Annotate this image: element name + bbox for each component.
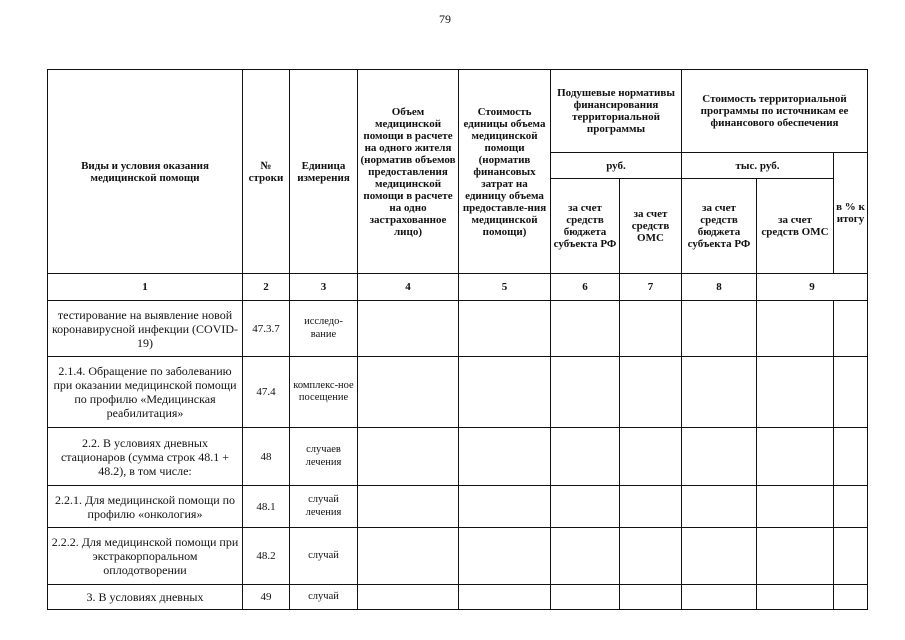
table-row: [48, 428, 868, 486]
row-name: 2.2. В условиях дневных стационаров (сумма строк 48.1 + 48.2), в том числе:: [48, 428, 243, 486]
column-numbers-row: [48, 274, 868, 301]
empty-cell: [834, 428, 868, 486]
column-number: 8: [682, 274, 757, 301]
header-unit-cost: Стоимость единицы объема медицинской помощи (норматив финансовых затрат на единицу объема предоставле-ния медицинской помощи): [459, 70, 551, 274]
empty-cell: [757, 585, 834, 610]
empty-cell: [358, 301, 459, 357]
empty-cell: [459, 357, 551, 428]
empty-cell: [358, 486, 459, 528]
empty-cell: [620, 428, 682, 486]
empty-cell: [358, 585, 459, 610]
row-name: 2.2.2. Для медицинской помощи при экстракорпоральном оплодотворении: [48, 528, 243, 585]
row-name: 2.1.4. Обращение по заболеванию при оказании медицинской помощи по профилю «Медицинская реабилитация»: [48, 357, 243, 428]
row-unit: случай: [290, 528, 358, 585]
header-types-of-care: Виды и условия оказания медицинской помощи: [48, 70, 243, 274]
table-row: [48, 357, 868, 428]
empty-cell: [682, 528, 757, 585]
empty-cell: [620, 486, 682, 528]
empty-cell: [358, 357, 459, 428]
table-row: [48, 486, 868, 528]
empty-cell: [757, 428, 834, 486]
empty-cell: [757, 528, 834, 585]
empty-cell: [459, 301, 551, 357]
header-per-capita-norms: Подушевые нормативы финансирования территориальной программы: [551, 70, 682, 153]
row-number: 49: [243, 585, 290, 610]
header-budget-rub: за счет средств бюджета субъекта РФ: [551, 179, 620, 274]
empty-cell: [620, 357, 682, 428]
header-cost-by-source: Стоимость территориальной программы по источникам ее финансового обеспечения: [682, 70, 868, 153]
empty-cell: [551, 301, 620, 357]
row-number: 48.1: [243, 486, 290, 528]
empty-cell: [551, 428, 620, 486]
empty-cell: [682, 585, 757, 610]
empty-cell: [551, 357, 620, 428]
empty-cell: [834, 528, 868, 585]
column-number: 9: [757, 274, 868, 301]
column-number: 6: [551, 274, 620, 301]
empty-cell: [834, 301, 868, 357]
empty-cell: [682, 428, 757, 486]
row-name: 3. В условиях дневных: [48, 585, 243, 610]
row-unit: исследо-вание: [290, 301, 358, 357]
empty-cell: [551, 486, 620, 528]
column-number: 3: [290, 274, 358, 301]
empty-cell: [620, 528, 682, 585]
empty-cell: [358, 528, 459, 585]
empty-cell: [551, 585, 620, 610]
empty-cell: [620, 585, 682, 610]
empty-cell: [459, 486, 551, 528]
table-row: [48, 528, 868, 585]
table-row: [48, 301, 868, 357]
header-oms-rub: за счет средств ОМС: [620, 179, 682, 274]
empty-cell: [459, 428, 551, 486]
row-number: 47.3.7: [243, 301, 290, 357]
empty-cell: [620, 301, 682, 357]
row-unit: комплекс-ное посещение: [290, 357, 358, 428]
empty-cell: [834, 585, 868, 610]
empty-cell: [682, 301, 757, 357]
row-number: 47.4: [243, 357, 290, 428]
row-number: 48: [243, 428, 290, 486]
column-number: 7: [620, 274, 682, 301]
column-number: 4: [358, 274, 459, 301]
column-number: 5: [459, 274, 551, 301]
empty-cell: [757, 486, 834, 528]
empty-cell: [551, 528, 620, 585]
row-name: тестирование на выявление новой коронавирусной инфекции (COVID-19): [48, 301, 243, 357]
empty-cell: [834, 357, 868, 428]
table-row: [48, 585, 868, 610]
header-row-number: № строки: [243, 70, 290, 274]
page-number: 79: [439, 12, 451, 26]
row-name: 2.2.1. Для медицинской помощи по профилю «онкология»: [48, 486, 243, 528]
header-unit-rub: руб.: [551, 153, 682, 179]
header-volume-per-capita: Объем медицинской помощи в расчете на одного жителя (норматив объемов предоставления медицинской помощи в расчете на одно застрахованное лицо): [358, 70, 459, 274]
row-number: 48.2: [243, 528, 290, 585]
header-unit-thousand-rub: тыс. руб.: [682, 153, 834, 179]
empty-cell: [459, 528, 551, 585]
column-number: 2: [243, 274, 290, 301]
row-unit: случай лечения: [290, 486, 358, 528]
empty-cell: [757, 357, 834, 428]
empty-cell: [834, 486, 868, 528]
empty-cell: [682, 486, 757, 528]
territorial-program-table: [47, 69, 868, 610]
header-oms-thousand: за счет средств ОМС: [757, 179, 834, 274]
empty-cell: [459, 585, 551, 610]
row-unit: случай: [290, 585, 358, 610]
header-unit: Единица измерения: [290, 70, 358, 274]
empty-cell: [682, 357, 757, 428]
column-number: 1: [48, 274, 243, 301]
empty-cell: [358, 428, 459, 486]
empty-cell: [757, 301, 834, 357]
header-budget-thousand: за счет средств бюджета субъекта РФ: [682, 179, 757, 274]
header-percent-of-total: в % к итогу: [834, 153, 868, 274]
row-unit: случаев лечения: [290, 428, 358, 486]
